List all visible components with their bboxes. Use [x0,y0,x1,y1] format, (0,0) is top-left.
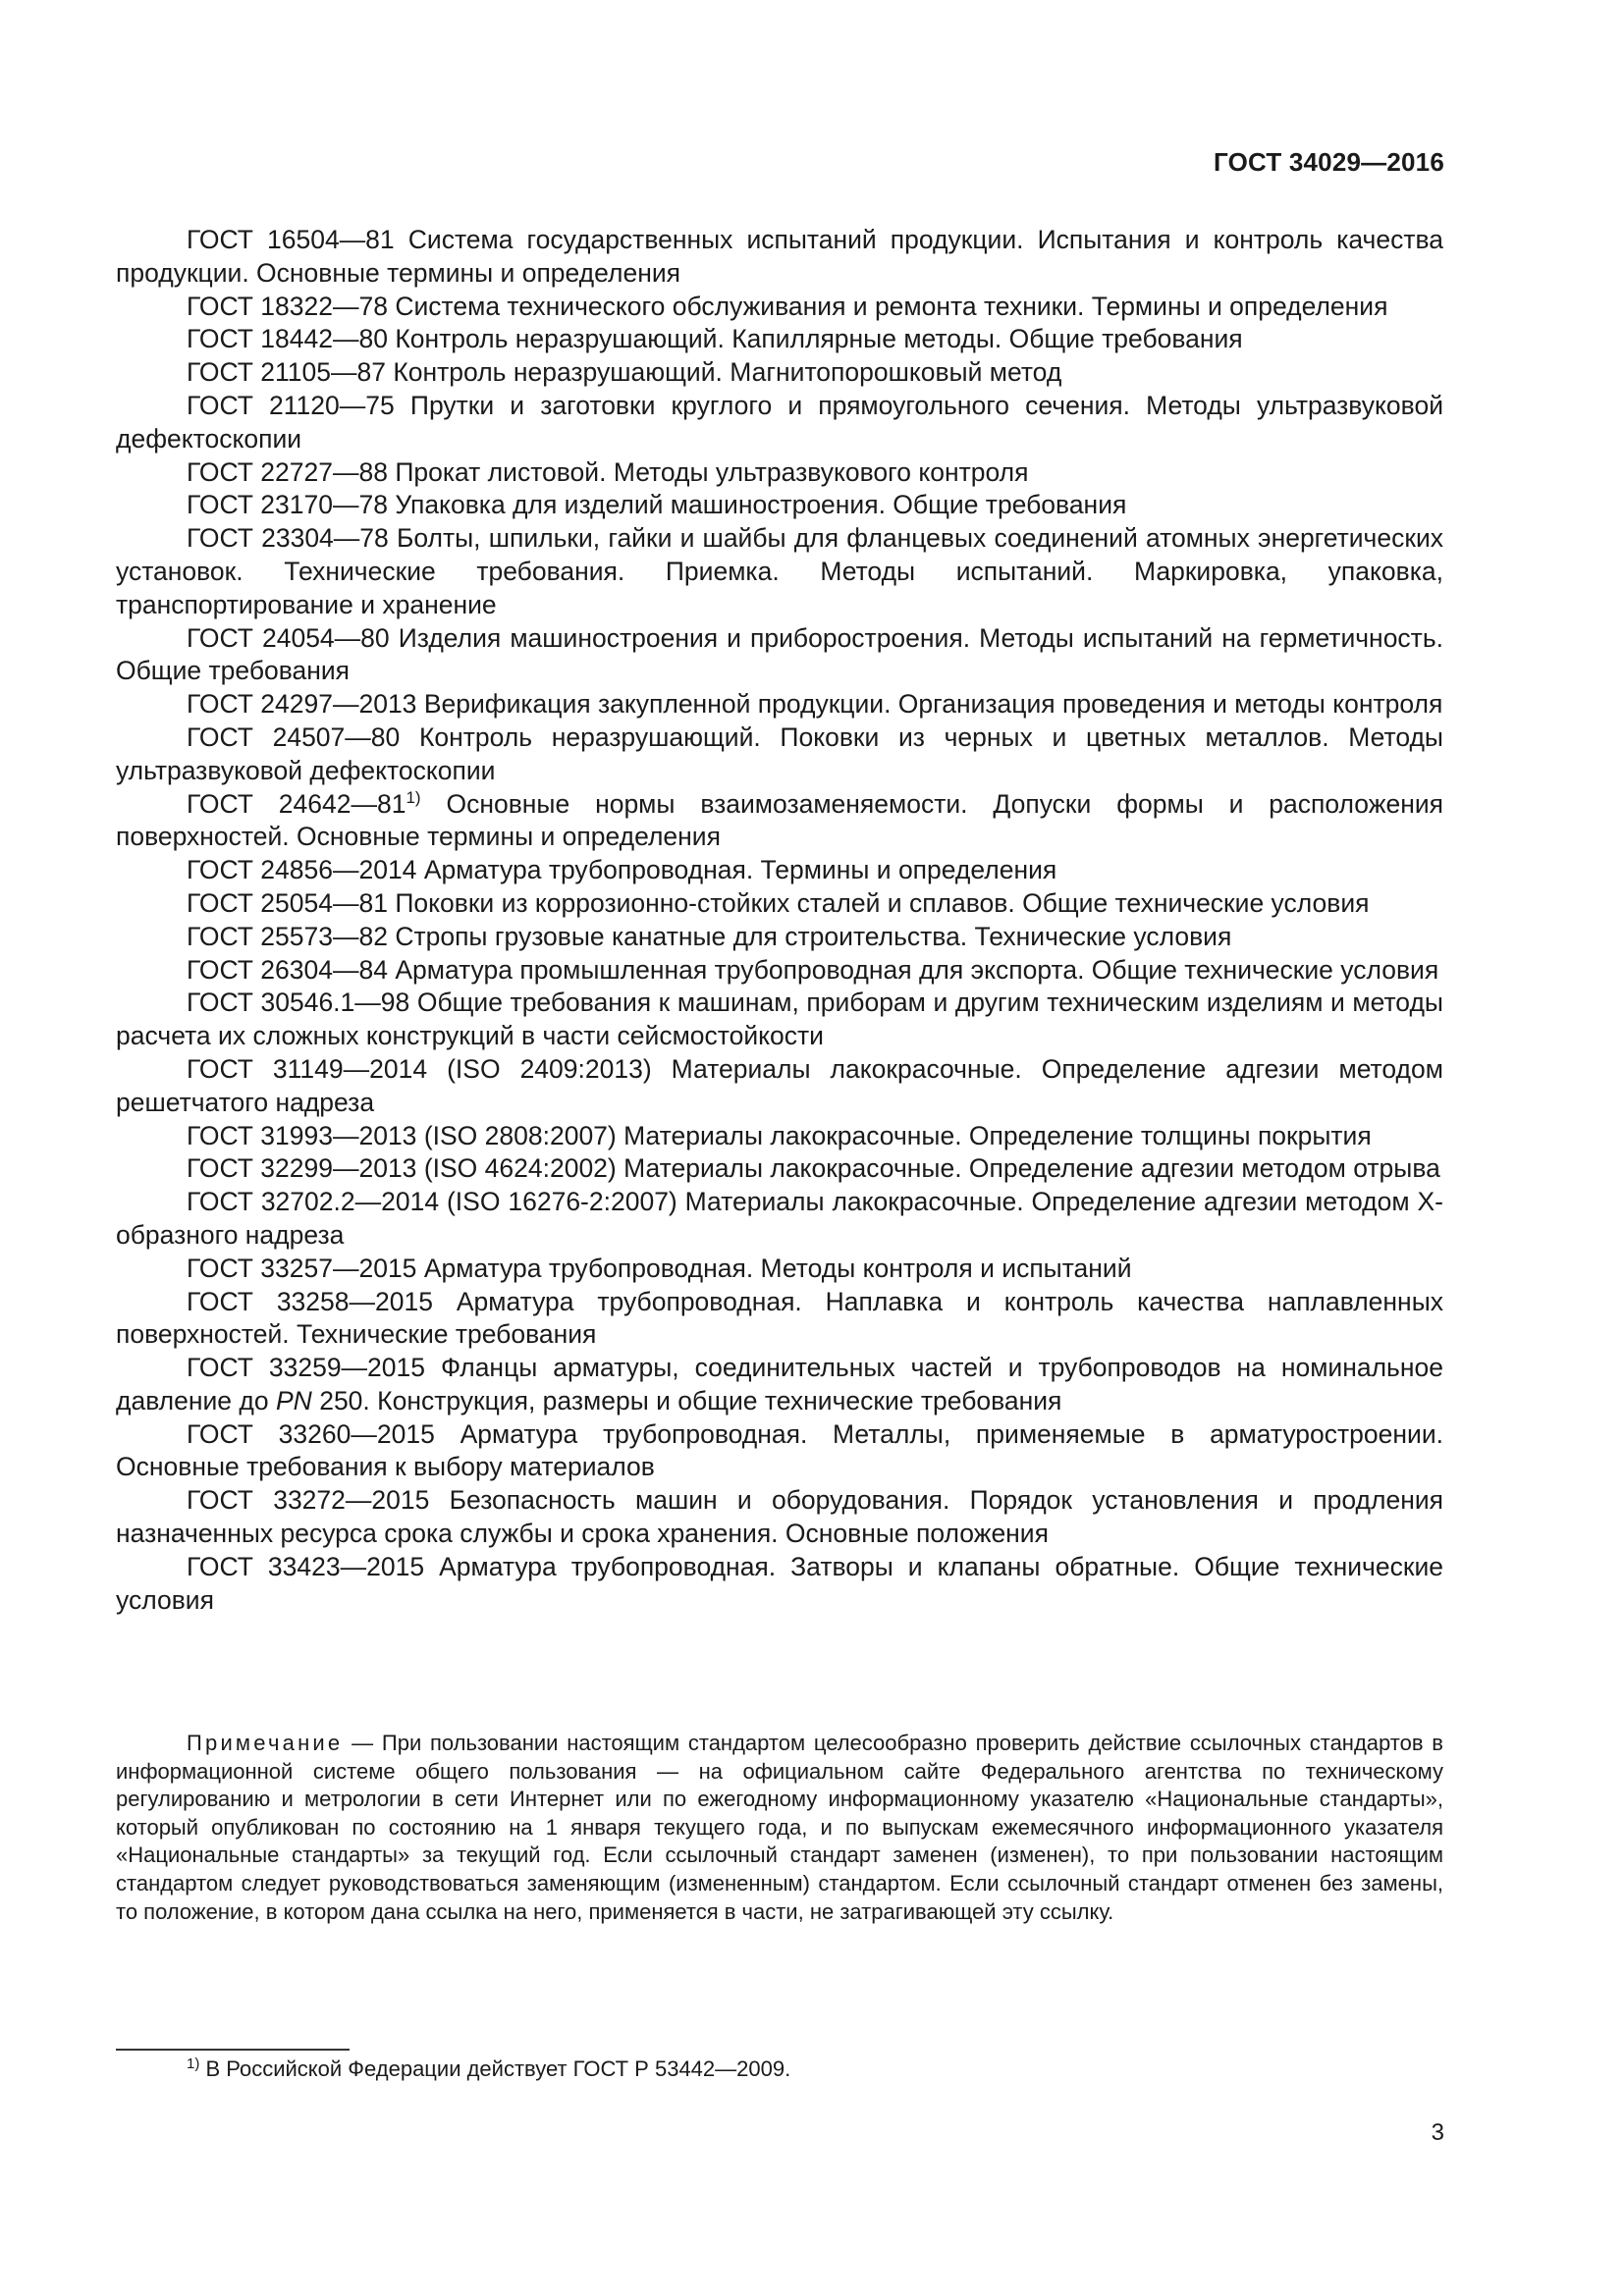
note-label: Примечание [187,1731,344,1755]
footnote [187,2056,790,2083]
reference-item [116,1186,1443,1253]
reference-code: ГОСТ 18442—80 [187,324,388,354]
reference-title: Система технического обслуживания и ремонта техники. Термины и определения [395,291,1388,321]
reference-item [116,987,1443,1053]
reference-item [116,854,1443,887]
note-text: — При пользовании настоящим стандартом целесообразно проверить действие ссылочных стандартов в информационной системе общего пользования — на официальном сайте Федерального агентства по техническому регулированию и метрологии в сети Интернет или по ежегодному информационному указателю «Национальные стандарты», который опубликован по состоянию на 1 января текущего года, и по выпускам ежемесячного информационного указателя «Национальные стандарты» за текущий год. Если ссылочный стандарт заменен (изменен), то при пользовании настоящим стандартом следует руководствоваться заменяющим (измененным) стандартом. Если ссылочный стандарт отменен без замены, то положение, в котором дана ссылка на него, применяется в части, не затрагивающей эту ссылку. [116,1731,1443,1924]
footnote-marker: 1) [187,2056,200,2072]
reference-title: Верификация закупленной продукции. Организация проведения и методы контроля [423,689,1443,720]
reference-code: ГОСТ 32702.2—2014 [187,1187,440,1217]
reference-title: Основные нормы взаимозаменяемости. Допуски формы и расположения поверхностей. Основные термины и определения [116,788,1443,852]
reference-title: Прокат листовой. Методы ультразвукового контроля [395,456,1029,487]
reference-code: ГОСТ 23170—78 [187,490,388,520]
reference-item [116,1053,1443,1120]
reference-item [116,887,1443,921]
reference-title: Поковки из коррозионно-стойких сталей и сплавов. Общие технические условия [395,887,1370,918]
reference-title: (ISO 16276-2:2007) Материалы лакокрасочные. Определение адгезии методом Х-образного надреза [116,1187,1443,1250]
reference-title: (ISO 2808:2007) Материалы лакокрасочные. Определение толщины покрытия [423,1120,1372,1150]
reference-item [116,390,1443,456]
reference-code: ГОСТ 31149—2014 [187,1053,428,1084]
reference-title: (ISO 2409:2013) Материалы лакокрасочные. Определение адгезии методом решетчатого надреза [116,1053,1443,1117]
reference-item [116,1120,1443,1153]
reference-title: Упаковка для изделий машиностроения. Общие требования [395,490,1127,520]
reference-item [116,1152,1443,1186]
reference-title: Арматура трубопроводная. Металлы, применяемые в арматуростроении. Основные требования к выбору материалов [116,1418,1443,1482]
reference-item [116,954,1443,988]
reference-code: ГОСТ 24642—81 [187,788,406,819]
reference-title-part: 250. Конструкция, размеры и общие технические требования [319,1385,1062,1415]
reference-code: ГОСТ 24507—80 [187,721,401,752]
reference-title: Стропы грузовые канатные для строительства. Технические условия [395,921,1232,951]
reference-title: Контроль неразрушающий. Поковки из черных и цветных металлов. Методы ультразвуковой дефектоскопии [116,721,1443,785]
footnote-divider [116,2049,350,2051]
reference-item [116,788,1443,855]
reference-item [116,622,1443,689]
reference-code: ГОСТ 33258—2015 [187,1286,433,1316]
reference-item [116,456,1443,490]
reference-item [116,1253,1443,1286]
reference-title-italic: PN [276,1385,312,1415]
reference-item [116,1352,1443,1418]
reference-code: ГОСТ 23304—78 [187,523,389,554]
reference-code: ГОСТ 26304—84 [187,954,388,985]
reference-item [116,291,1443,324]
reference-item [116,921,1443,954]
reference-title: Болты, шпильки, гайки и шайбы для фланцевых соединений атомных энергетических установок. Технические требования. Приемка. Методы испытаний. Маркировка, упаковка, транспортирование и хранение [116,523,1444,619]
reference-code: ГОСТ 24054—80 [187,622,390,653]
reference-code: ГОСТ 31993—2013 [187,1120,417,1150]
reference-code: ГОСТ 33260—2015 [187,1418,435,1449]
reference-code: ГОСТ 24297—2013 [187,689,417,720]
reference-item [116,1551,1443,1618]
reference-title: Арматура трубопроводная. Наплавка и контроль качества наплавленных поверхностей. Технические требования [116,1286,1443,1350]
reference-title: Безопасность машин и оборудования. Порядок установления и продления назначенных ресурса срока службы и срока хранения. Основные положения [116,1485,1443,1549]
reference-code: ГОСТ 25054—81 [187,887,388,918]
reference-item [116,1418,1443,1485]
note-paragraph [116,1730,1443,1926]
reference-title: Арматура промышленная трубопроводная для экспорта. Общие технические условия [395,954,1439,985]
reference-code: ГОСТ 33259—2015 [187,1353,426,1383]
reference-item [116,489,1443,522]
page-number: 3 [1431,2119,1444,2146]
reference-item [116,1286,1443,1353]
reference-item [116,1484,1443,1551]
reference-item [116,356,1443,390]
footnote-marker: 1) [406,787,421,807]
reference-code: ГОСТ 21120—75 [187,390,395,420]
reference-code: ГОСТ 25573—82 [187,921,388,951]
reference-code: ГОСТ 33272—2015 [187,1485,430,1516]
reference-code: ГОСТ 33257—2015 [187,1253,417,1283]
reference-title: Арматура трубопроводная. Методы контроля и испытаний [423,1253,1132,1283]
reference-code: ГОСТ 18322—78 [187,291,388,321]
reference-item [116,323,1443,356]
page-header-doc-id: ГОСТ 34029—2016 [1214,147,1444,177]
reference-title: Арматура трубопроводная. Затворы и клапаны обратные. Общие технические условия [116,1551,1443,1615]
reference-title: Контроль неразрушающий. Магнитопорошковый метод [393,357,1062,388]
footnote-text: В Российской Федерации действует ГОСТ Р 53442—2009. [205,2056,791,2081]
reference-item [116,721,1443,788]
reference-title: Общие требования к машинам, приборам и другим техническим изделиям и методы расчета их сложных конструкций в части сейсмостойкости [116,988,1443,1051]
reference-code: ГОСТ 24856—2014 [187,855,417,885]
reference-title: Контроль неразрушающий. Капиллярные методы. Общие требования [395,324,1243,354]
reference-title: Система государственных испытаний продукции. Испытания и контроль качества продукции. Основные термины и определения [116,225,1443,288]
reference-code: ГОСТ 22727—88 [187,456,388,487]
reference-code: ГОСТ 32299—2013 [187,1153,417,1184]
reference-title: Изделия машиностроения и приборостроения. Методы испытаний на герметичность. Общие требования [116,622,1443,686]
reference-title: Прутки и заготовки круглого и прямоугольного сечения. Методы ультразвуковой дефектоскопии [116,390,1443,454]
reference-code: ГОСТ 21105—87 [187,357,386,388]
reference-item [116,522,1443,621]
reference-title-part: Фланцы арматуры, соединительных частей и трубопроводов на номинальное давление до [116,1353,1443,1415]
reference-title: Арматура трубопроводная. Термины и определения [423,855,1057,885]
reference-item [116,688,1443,721]
reference-code: ГОСТ 30546.1—98 [187,988,410,1018]
reference-code: ГОСТ 16504—81 [187,225,395,254]
normative-references-list [116,224,1443,1617]
reference-item [116,224,1443,291]
reference-code: ГОСТ 33423—2015 [187,1551,425,1581]
reference-title: (ISO 4624:2002) Материалы лакокрасочные. Определение адгезии методом отрыва [423,1153,1440,1184]
